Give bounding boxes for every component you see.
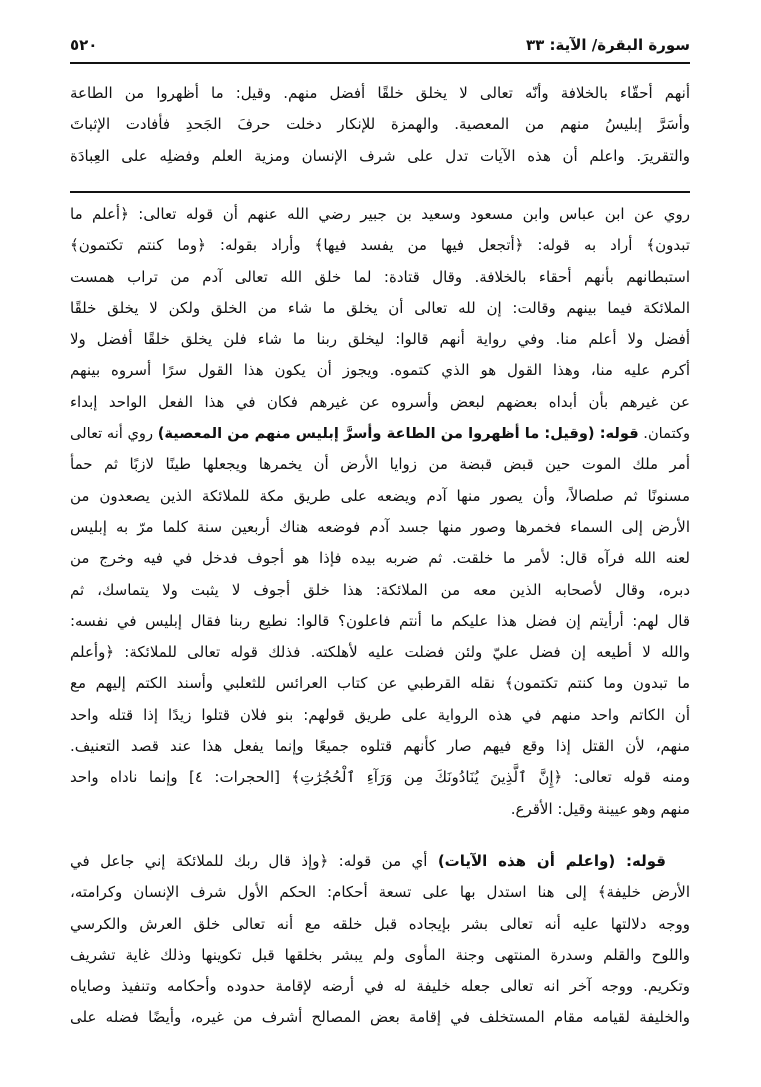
text-line <box>70 940 690 971</box>
text-segment: والخليفة لقيامه مقام المستخلف في إقامة بعض المصالح أشرف من غيره، وأيضًا فضله على <box>70 1008 690 1027</box>
text-segment: وأسَرَّ إبليسُ منهم من المعصية. والهمزة للإنكار دخلت حرفَ الجَحدِ فأفادت الإثباتَ <box>70 115 690 134</box>
text-line <box>70 355 690 386</box>
text-segment: روي أنه تعالى <box>70 425 158 443</box>
text-segment: أن الكاتم واحد منهم في هذه الرواية على طريق قولهم: بنو فلان قتلوا زيدًا إذا قتله واحد <box>70 705 690 724</box>
text-line <box>70 387 690 418</box>
text-segment: واللوح والقلم وسدرة المنتهى وجنة المأوى ولم يبشر بخلقها قبل تكوينها وذلك غاية تشريف <box>70 945 690 964</box>
bold-lemma: قوله: (وقيل: ما أظهروا من الطاعة وأسرَّ إبليس منهم من المعصية) <box>157 425 639 443</box>
text-line <box>70 418 690 449</box>
footnote-separator <box>70 191 690 193</box>
running-header <box>70 36 690 60</box>
text-line <box>70 324 690 355</box>
text-line <box>70 575 690 606</box>
text-segment: منهم وهو عيينة وقيل: الأقرع. <box>510 799 690 818</box>
bold-lemma: قوله: (واعلم أن هذه الآيات) <box>437 852 666 870</box>
text-line <box>70 731 690 762</box>
text-line <box>70 230 690 261</box>
text-line <box>70 762 690 793</box>
text-line <box>70 78 690 109</box>
text-line <box>70 293 690 324</box>
text-line <box>70 877 690 908</box>
text-line <box>70 109 690 140</box>
text-line <box>70 668 690 699</box>
text-segment: والله لا أطيعه إن فضل عليّ ولئن فضلت عليه لأهلكته. فذلك قوله تعالى للملائكة: ﴿وأعلم <box>70 643 690 662</box>
text-line <box>70 141 690 172</box>
running-title: سورة البقرة/ الآية: ٣٣ <box>525 36 690 54</box>
commentary-paragraph-2 <box>70 846 690 1034</box>
text-segment: استبطانهم بأنهم أحقاء بالخلافة. وقال قتادة: لما خلق الله تعالى آدم من تراب همست <box>70 267 690 286</box>
text-line <box>70 606 690 637</box>
text-segment: قال لهم: أرأيتم إن فضل هذا عليكم ما أنتم فاعلون؟ قالوا: نطيع ربنا فقال إبليس في نفسه: <box>70 611 690 630</box>
text-line <box>70 1002 690 1033</box>
text-segment: ووجه دلالتها عليه أنه تعالى بشر بإيجاده قبل خلقه مع أنه تعالى خلق العرش والكرسي <box>70 914 690 933</box>
header-rule <box>70 62 690 64</box>
text-segment: أنهم أحقّاء بالخلافة وأنّه تعالى لا يخلق خلقًا أفضل منهم. وقيل: ما أظهروا من الطاعة <box>70 84 690 102</box>
text-segment: روي عن ابن عباس وابن مسعود وسعيد بن جبير رضي الله عنهم أن قوله تعالى: ﴿أعلم ما <box>70 205 690 223</box>
main-text <box>70 78 690 172</box>
text-segment: الأرض إلى السماء فخمرها وصور منها جسد آدم فوضعه هناك أربعين سنة كلما مرّ به إبليس <box>70 517 690 536</box>
text-segment: الملائكة فيما بينهم وقالت: إن لله تعالى أن يخلق ما شاء من الخلق ولكن لا يخلق خلقًا <box>70 298 690 317</box>
text-line <box>70 512 690 543</box>
commentary-paragraph-1 <box>70 199 690 825</box>
text-segment: والتقريرَ. واعلم أن هذه الآيات تدل على شرف الإنسان ومزية العلم وفضلِه على العِبادَة <box>70 146 690 165</box>
text-line <box>70 199 690 230</box>
page-number: ٥٢٠ <box>70 36 98 54</box>
text-line <box>70 700 690 731</box>
text-line <box>70 971 690 1002</box>
text-segment: لعنه الله فرآه قال: لأمر ما خلقت. ثم ضربه بيده فإذا هو أجوف فدخل في فيه وخرج من <box>70 549 690 568</box>
text-segment: الأرض خليفة﴾ إلى هنا استدل بها على تسعة أحكام: الحكم الأول شرف الإنسان وكرامته، <box>70 883 690 902</box>
text-line <box>70 846 690 877</box>
text-line <box>70 794 690 825</box>
text-segment: أي من قوله: ﴿وإذ قال ربك للملائكة إني جاعل في <box>70 852 438 870</box>
text-segment: وكتمان. <box>638 425 690 443</box>
text-segment: دبره، وقال لأصحابه الذين معه من الملائكة: هذا خلق أجوف لا يثبت ولا يتماسك، ثم <box>70 580 690 599</box>
text-segment: ما تبدون وما كنتم تكتمون﴾ نقله القرطبي عن كتاب العرائس للثعلبي وأسند الكتم إليهم مع <box>70 674 690 693</box>
text-segment: مسنونًا ثم صلصالاً، وأن يصور منها آدم ويضعه على طريق مكة للملائكة الذين يصعدون من <box>70 486 690 505</box>
text-line <box>70 909 690 940</box>
text-segment: أفضل ولا أعلم منا. وفي رواية أنهم قالوا: ليخلق ربنا ما شاء فلن يخلق خلقًا أفضل ولا <box>70 330 690 349</box>
text-segment: ومنه قوله تعالى: ﴿إِنَّ ٱلَّذِينَ يُنَادُونَكَ مِن وَرَآءِ ٱلْحُجُرَٰتِ﴾ [الحجرات: ٤] وإنما ناداه واحد <box>70 768 691 787</box>
text-segment: وتكريم. ووجه آخر انه تعالى جعله خليفة له في أرضه لإقامة حدوده وأحكامه وتنفيذ وصاياه <box>70 977 690 996</box>
text-line <box>70 449 690 480</box>
text-segment: أمر ملك الموت حين قبض قبضة من زوايا الأرض أن يخمرها ويجعلها طينًا لازبًا ثم حمأ <box>70 455 690 474</box>
text-segment: تبدون﴾ أراد به قوله: ﴿أتجعل فيها من يفسد فيها﴾ وأراد بقوله: ﴿وما كنتم تكتمون﴾ <box>70 236 690 255</box>
text-line <box>70 543 690 574</box>
text-line <box>70 637 690 668</box>
text-segment: أكرم عليه منا، وهذا القول هو الذي كتموه. ويجوز أن يكون هذا القول سرًا أسروه بينهم <box>70 361 690 380</box>
text-line <box>70 481 690 512</box>
text-segment: عن غيرهم بأن أبداه بعضهم لبعض وأسروه عن غيرهم فكان في هذا الفعل الواحد إبداء <box>70 392 690 411</box>
text-line <box>70 262 690 293</box>
text-segment: منهم، لأن القتل إذا وقع فيهم صار كأنهم قتلوه جميعًا وإنما يفعل هذا عند قصد التعنيف. <box>70 737 690 756</box>
